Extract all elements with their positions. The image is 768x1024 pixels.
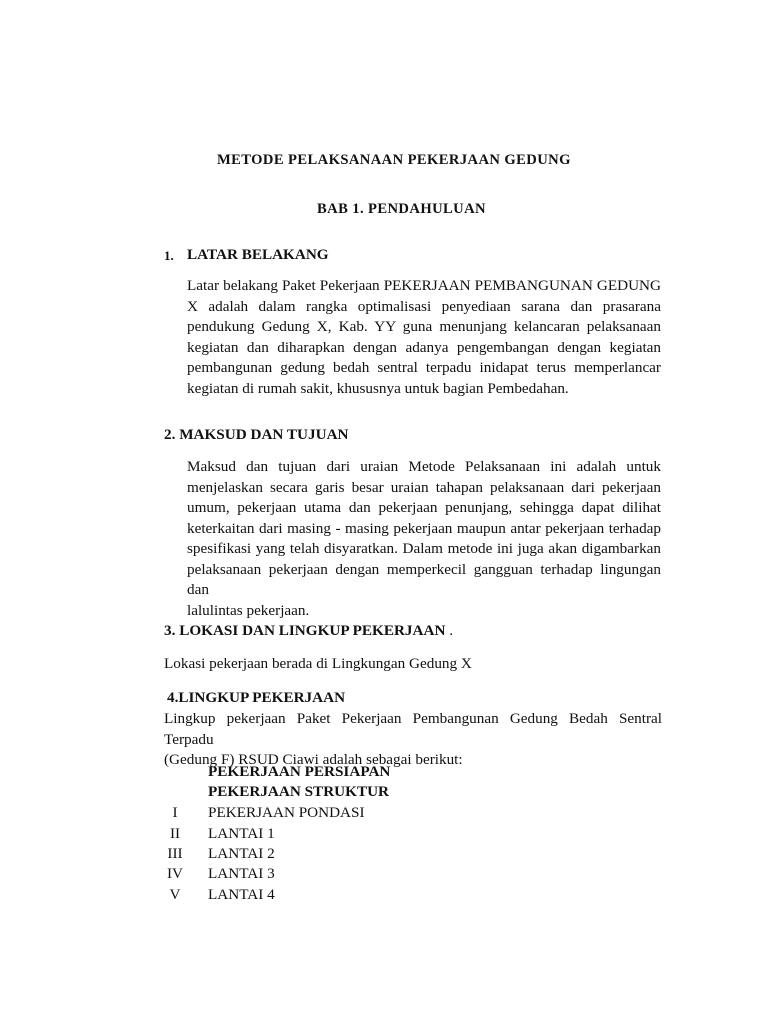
- section-2-heading: 2. MAKSUD DAN TUJUAN: [164, 426, 349, 443]
- list-item-number: II: [169, 825, 181, 842]
- section-3-text: Lokasi pekerjaan berada di Lingkungan Gedung X: [164, 655, 472, 672]
- paragraph-line: umum, pekerjaan utama dan pekerjaan penunjang, sehingga dapat dilihat: [187, 499, 661, 516]
- scope-group-structure: PEKERJAAN STRUKTUR: [208, 783, 390, 800]
- paragraph-line: pendukung Gedung X, Kab. YY guna menunjang kelancaran pelaksanaan: [187, 318, 661, 335]
- paragraph-line: Latar belakang Paket Pekerjaan PEKERJAAN PEMBANGUNAN GEDUNG: [187, 277, 661, 294]
- list-item-label: LANTAI 4: [208, 886, 275, 903]
- section-2-paragraph: [187, 457, 661, 621]
- list-item-label: LANTAI 2: [208, 845, 275, 862]
- section-3-heading: 3. LOKASI DAN LINGKUP PEKERJAAN: [164, 622, 446, 639]
- paragraph-line: (Gedung F) RSUD Ciawi adalah sebagai berikut:: [164, 751, 463, 768]
- list-item-number: V: [169, 886, 181, 903]
- list-item-label: PEKERJAAN PONDASI: [208, 804, 365, 821]
- section-1-number: 1.: [164, 248, 174, 263]
- section-1-paragraph: [187, 276, 661, 399]
- paragraph-line: kegiatan dan diharapkan dengan adanya pengembangan dengan kegiatan: [187, 338, 661, 356]
- paragraph-line: Lingkup pekerjaan Paket Pekerjaan Pembangunan Gedung Bedah Sentral Terpadu: [164, 710, 662, 748]
- section-1-heading: LATAR BELAKANG: [187, 246, 329, 263]
- document-title: METODE PELAKSANAAN PEKERJAAN GEDUNG: [217, 152, 571, 168]
- list-item-label: LANTAI 1: [208, 825, 275, 842]
- paragraph-line: pelaksanaan pekerjaan dengan memperkecil gangguan terhadap lingungan dan: [187, 560, 661, 598]
- paragraph-line: pembangunan gedung bedah sentral terpadu inidapat terus memperlancar: [187, 359, 661, 376]
- paragraph-line: X adalah dalam rangka optimalisasi penyediaan sarana dan prasarana: [187, 297, 661, 315]
- section-3-heading-row: [164, 622, 453, 640]
- list-item-number: IV: [166, 865, 184, 882]
- section-4-paragraph: [164, 709, 662, 771]
- list-item-label: LANTAI 3: [208, 865, 275, 882]
- paragraph-line: spesifikasi yang telah disyaratkan. Dalam metode ini juga akan digambarkan: [187, 540, 661, 557]
- paragraph-line: keterkaitan dari masing - masing pekerjaan maupun antar pekerjaan terhadap: [187, 519, 661, 537]
- scope-group-preparation: PEKERJAAN PERSIAPAN: [208, 763, 391, 780]
- section-4-heading: 4.LINGKUP PEKERJAAN: [167, 689, 346, 706]
- list-item-number: III: [167, 845, 183, 862]
- paragraph-line: menjelaskan secara garis besar uraian tahapan pelaksanaan dari pekerjaan: [187, 478, 661, 496]
- paragraph-line: Maksud dan tujuan dari uraian Metode Pelaksanaan ini adalah untuk: [187, 458, 661, 475]
- paragraph-line: lalulintas pekerjaan.: [187, 601, 310, 619]
- list-item-number: I: [172, 804, 178, 821]
- chapter-title: BAB 1. PENDAHULUAN: [317, 201, 486, 217]
- section-3-heading-suffix: .: [445, 622, 454, 639]
- paragraph-line: kegiatan di rumah sakit, khususnya untuk bagian Pembedahan.: [187, 379, 569, 397]
